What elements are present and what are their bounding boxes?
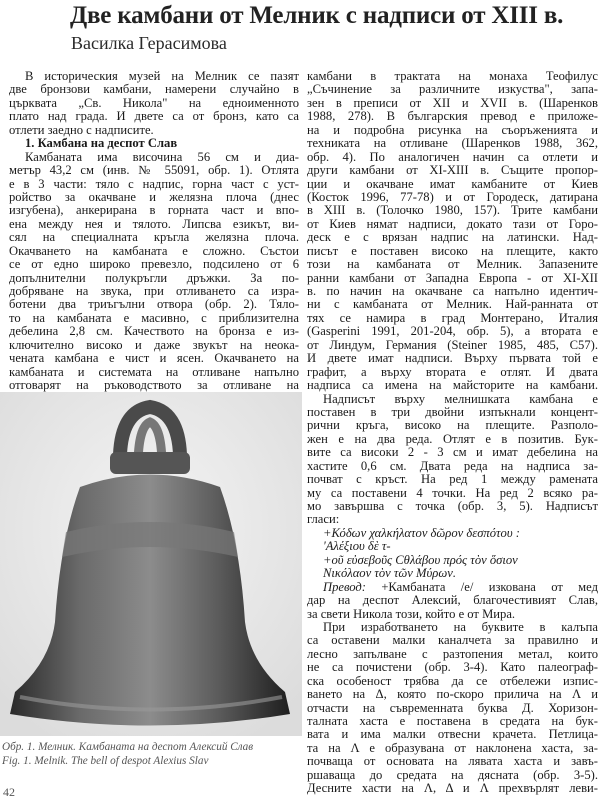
- text-line: добряване на звука, при отливането са изра-: [9, 284, 299, 298]
- text-line: от Линдум, Германия (Steiner 1985, 485, C57).: [307, 337, 598, 352]
- left-column: [9, 70, 299, 393]
- text-line: ска особеност трябва да се отбележи изпис-: [307, 673, 598, 688]
- text-line: отлети заедно с надписите.: [9, 122, 154, 137]
- text-line: техниката на отливане (Шаренков 1988, 362,: [307, 136, 598, 151]
- figure-caption-bg: Обр. 1. Мелник. Камбаната на деспот Алексий Слав: [2, 741, 254, 753]
- text-line: ранни камбани от Западна Европа - от XI-XII: [307, 270, 598, 285]
- line-text: +Камбаната /е/ изкована от мед: [365, 579, 598, 594]
- text-line: писът е поставен високо на плещите, както: [307, 243, 598, 258]
- text-line: чената камбана е чист и ясен. Окачването на: [9, 351, 299, 366]
- text-line: отчасти на съвременната буква Д. Хоризон-: [307, 700, 598, 715]
- page-number: 42: [3, 785, 15, 799]
- text-line: за свети Никола този, който е от Мира.: [307, 606, 516, 621]
- text-line: изгубена), анкерирана в горната част и впо-: [9, 203, 299, 218]
- text-line: +οῦ εὐσεβοῦς Cθλάβου πρός τὸν ὅσιον: [323, 552, 518, 567]
- text-line: не са почистени (обр. 3-4). Като палеограф-: [307, 660, 598, 675]
- text-line: В историческия музей на Мелник се пазят: [25, 69, 299, 83]
- text-line: ена между нея и тялото. Липсва езикът, ви-: [9, 216, 299, 231]
- text-line: вата и има малки отвесни крачета. Петлица-: [307, 727, 598, 742]
- text-line: се от едно широко превезло, подсилено от 6: [9, 257, 299, 272]
- translation-label: Превод:: [323, 579, 366, 594]
- text-line: други камбани от XI-XIII в. Същите пропор-: [307, 163, 598, 178]
- text-line: Окачването на камбаната е сложно. Състои: [9, 243, 299, 258]
- text-line: Десните хасти на Λ, Δ и Λ прехвърлят леви-: [307, 781, 598, 796]
- text-line: хастите 0,6 см. Двата реда на надписа за-: [307, 458, 598, 473]
- text-line: допълнителни полукръгли дръжки. За по-: [9, 270, 299, 285]
- bell-photo: [0, 392, 302, 736]
- text-line: този на камбаната от Мелник. Запазените: [307, 257, 598, 272]
- text-line: лесно запълване с разтопения метал, които: [307, 646, 598, 661]
- text-line: надписа са имена на майсторите на камбани.: [307, 378, 598, 393]
- text-line: Надписът върху мелнишката камбана е: [323, 391, 598, 406]
- text-line: 1. Камбана на деспот Слав: [25, 136, 178, 151]
- text-line: жен е на два реда. Отлят е в позитив. Бук-: [307, 431, 598, 446]
- text-line: дебелина 2,8 см. Качеството на бронза е из-: [9, 324, 299, 339]
- text-line: са оставени малки каналчета за правилно и: [307, 633, 598, 648]
- text-line: гласи:: [307, 512, 340, 527]
- text-line: обр. 4). По аналогичен начин са отлети и: [307, 149, 598, 164]
- figure-caption-en: Fig. 1. Melnik. The bell of despot Alexius Slav: [2, 755, 209, 767]
- text-line: то на камбаната е масивно, с приблизителна: [9, 310, 299, 325]
- text-line: сял на специалната кръгла желязна плоча.: [9, 230, 299, 245]
- text-line: При изработването на буквите в калъпа: [323, 619, 598, 634]
- text-line: 1988, 278). В българския превод е приложе-: [307, 109, 598, 124]
- text-line: му са поставени 4 точки. На ред 2 всяко ра-: [307, 485, 598, 500]
- text-line: е в 3 части: тяло с надпис, горна част с уст-: [9, 176, 299, 191]
- text-line: ни с камбаната от Мелник. Най-ранната от: [307, 297, 598, 312]
- text-line: на и подробна рисунка на съоръженията и: [307, 122, 598, 137]
- text-line: поставен в три двойни изпъкнали концент-: [307, 404, 598, 419]
- text-line: ции и окачване имат камбаните от Киев: [307, 176, 598, 191]
- text-line: талната хаста е поставена в средата на бук-: [307, 714, 598, 728]
- text-line: метър 43,2 см (инв. № 55091, обр. 1). Отлята: [9, 163, 299, 178]
- text-line: (Gasperini 1991, 201-204, обр. 5), а втората е: [307, 324, 598, 339]
- text-line: дар на деспот Алексий, благочестивият Слав,: [307, 593, 598, 608]
- text-line: почваща от основата на лявата хаста и завъ-: [307, 754, 598, 769]
- text-line: 'Αλέξιου δὲ τ-: [323, 539, 391, 554]
- text-line: [307, 581, 598, 594]
- text-line: плато над града. И двете са от бронз, като са: [9, 109, 299, 124]
- text-line: ршаваща до средата на дясната (обр. 3-5).: [307, 767, 598, 782]
- text-line: от Киев нямат надписи, докато тази от Горо-: [307, 216, 598, 231]
- text-line: „Съчинение за различните изкуства", запа-: [307, 82, 598, 97]
- text-line: Νικόλαον τὸν τῶν Μύρων.: [323, 566, 456, 581]
- text-line: рични кръга, високо на плещите. Разполо-: [307, 418, 598, 433]
- text-line: отговарят на ръководството за отливане на: [9, 378, 299, 393]
- article-author: Василка Герасимова: [71, 33, 227, 53]
- text-line: И двете имат надписи. Върху първата той е: [307, 351, 598, 366]
- text-line: две бронзови камбани, намерени случайно в: [9, 82, 299, 97]
- text-line: почват с кръст. На ред 1 между рамената: [307, 472, 598, 487]
- text-line: ройство за окачване и желязна плоча (днес: [9, 189, 299, 204]
- text-line: графит, а върху втората е отлят. И двата: [307, 364, 598, 379]
- text-line: ването на Δ, която по-скоро прилича на Λ и: [307, 687, 598, 702]
- text-line: (Косток 1996, 77-78) и от Городеск, датирана: [307, 189, 598, 204]
- text-line: тях се намира в град Монтерано, Италия: [307, 310, 598, 325]
- text-line: мо завършва с точка (обр. 3, 5). Надписът: [307, 499, 598, 513]
- text-line: деск е с врязан надпис на латински. Над-: [307, 230, 598, 245]
- text-line: ключително високо и даже звукът на неока-: [9, 337, 299, 352]
- text-line: Камбаната има височина 56 см и диа-: [25, 149, 299, 164]
- text-line: +Κόδων χαλκήλατον δῶρον δεσπότου :: [323, 525, 520, 540]
- text-line: камбаната и системата на отливане напълно: [9, 364, 299, 379]
- text-line: вите са високи 2 - 3 см и имат дебелина на: [307, 445, 598, 460]
- text-line: зен в преписи от XII и XVII в. (Шаренков: [307, 95, 598, 110]
- text-line: камбани в трактата на монаха Теофилус: [307, 69, 598, 83]
- text-line: в XIII в. (Толочко 1980, 157). Трите камбани: [307, 203, 598, 218]
- right-column: [307, 70, 598, 796]
- text-line: църквата „Св. Никола" на едноименното: [9, 95, 299, 110]
- text-line: в. по начин на окачване са напълно идентич-: [307, 284, 598, 298]
- text-line: ботени два триъгълни отвора (обр. 2). Тяло-: [9, 297, 299, 312]
- article-title: Две камбани от Мелник с надписи от XIII в.: [70, 2, 564, 29]
- text-line: та на Λ е образувана от наклонена хаста, за-: [307, 740, 598, 755]
